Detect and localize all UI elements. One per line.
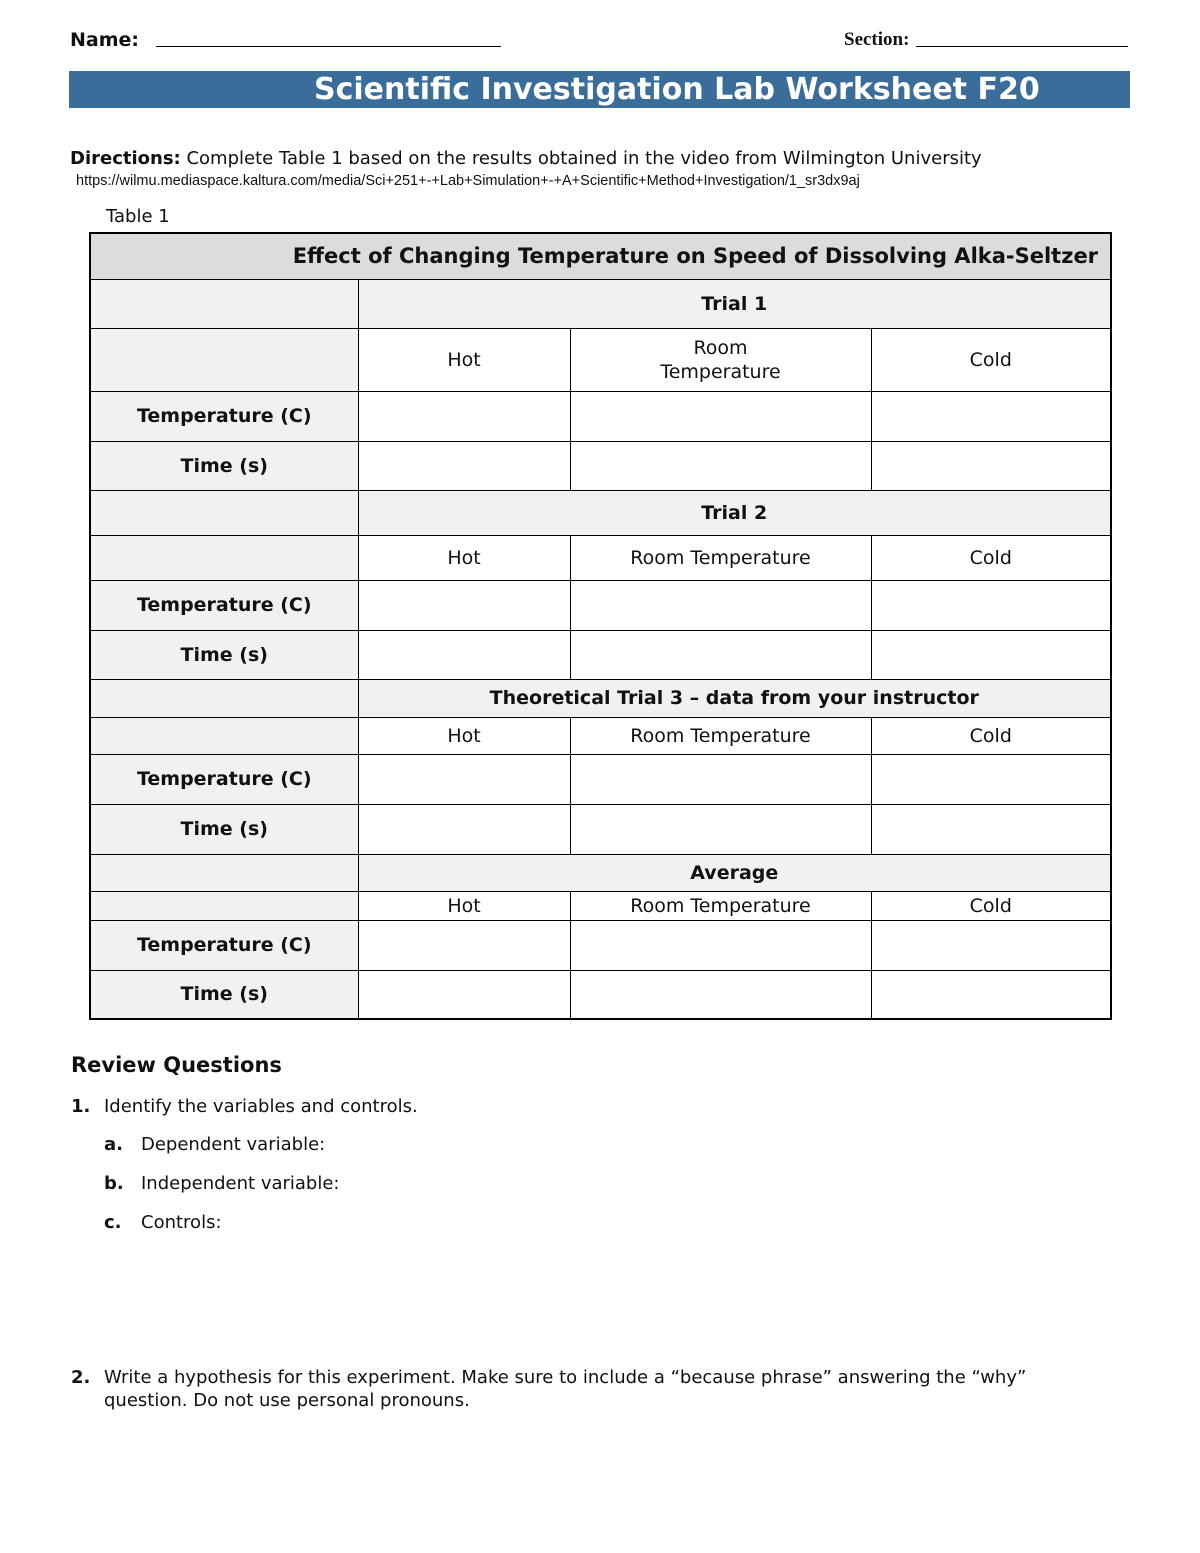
question-2-line1: Write a hypothesis for this experiment. Make sure to include a “because phrase” answering the “why” xyxy=(104,1367,1027,1388)
average-col-hot: Hot xyxy=(358,891,570,920)
trial1-col-cold: Cold xyxy=(871,328,1111,391)
blank-cell xyxy=(90,279,358,328)
trial3-col-cold: Cold xyxy=(871,717,1111,754)
average-col-cold: Cold xyxy=(871,891,1111,920)
section-label: Section: xyxy=(844,29,910,50)
table-title: Effect of Changing Temperature on Speed of Dissolving Alka-Seltzer xyxy=(90,233,1111,279)
trial1-col-room xyxy=(570,328,871,391)
trial3-time-cold-cell[interactable] xyxy=(871,804,1111,854)
trial2-col-cold: Cold xyxy=(871,535,1111,580)
trial2-temp-cold-cell[interactable] xyxy=(871,580,1111,630)
blank-cell xyxy=(90,679,358,717)
blank-cell xyxy=(90,328,358,391)
trial3-col-room: Room Temperature xyxy=(570,717,871,754)
average-row-temp: Temperature (C) xyxy=(90,920,358,970)
trial1-temp-cold-cell[interactable] xyxy=(871,391,1111,441)
trial2-title: Trial 2 xyxy=(358,490,1111,535)
trial3-row-time: Time (s) xyxy=(90,804,358,854)
trial1-col-room-line2: Temperature xyxy=(660,360,781,383)
question-2-continued: question. Do not use personal pronouns. xyxy=(104,1390,470,1411)
directions-label: Directions: xyxy=(70,148,181,169)
trial1-col-room-line1: Room xyxy=(693,336,748,359)
question-1b xyxy=(104,1173,340,1194)
blank-cell xyxy=(90,854,358,891)
trial1-title: Trial 1 xyxy=(358,279,1111,328)
average-time-hot-cell[interactable] xyxy=(358,970,570,1019)
video-url[interactable]: https://wilmu.mediaspace.kaltura.com/media/Sci+251+-+Lab+Simulation+-+A+Scientific+Method+Investigation/1_sr3dx9aj xyxy=(76,173,860,189)
trial3-temp-hot-cell[interactable] xyxy=(358,754,570,804)
review-heading: Review Questions xyxy=(71,1053,282,1077)
blank-cell xyxy=(90,891,358,920)
average-row-time: Time (s) xyxy=(90,970,358,1019)
directions-text: Complete Table 1 based on the results obtained in the video from Wilmington University xyxy=(186,148,982,169)
question-1 xyxy=(71,1096,418,1117)
average-temp-room-cell[interactable] xyxy=(570,920,871,970)
trial3-col-hot: Hot xyxy=(358,717,570,754)
trial1-temp-hot-cell[interactable] xyxy=(358,391,570,441)
name-line[interactable] xyxy=(156,46,501,47)
trial3-time-room-cell[interactable] xyxy=(570,804,871,854)
trial1-col-hot: Hot xyxy=(358,328,570,391)
question-1-number: 1. xyxy=(71,1096,91,1117)
table-caption: Table 1 xyxy=(106,206,170,227)
trial2-temp-hot-cell[interactable] xyxy=(358,580,570,630)
trial1-time-room-cell[interactable] xyxy=(570,441,871,490)
name-label: Name: xyxy=(70,29,140,51)
question-1a xyxy=(104,1134,325,1155)
question-2 xyxy=(71,1367,1026,1388)
question-1b-text: Independent variable: xyxy=(141,1173,340,1194)
trial3-temp-cold-cell[interactable] xyxy=(871,754,1111,804)
question-1-text: Identify the variables and controls. xyxy=(104,1096,418,1117)
title-banner xyxy=(69,71,1130,108)
trial1-row-temp: Temperature (C) xyxy=(90,391,358,441)
section-line[interactable] xyxy=(916,46,1128,47)
question-1c xyxy=(104,1212,222,1233)
trial3-title: Theoretical Trial 3 – data from your instructor xyxy=(358,679,1111,717)
trial3-temp-room-cell[interactable] xyxy=(570,754,871,804)
trial1-time-cold-cell[interactable] xyxy=(871,441,1111,490)
trial2-row-temp: Temperature (C) xyxy=(90,580,358,630)
worksheet-title: Scientific Investigation Lab Worksheet F20 xyxy=(314,72,1040,107)
question-1c-letter: c. xyxy=(104,1212,122,1233)
trial1-row-time: Time (s) xyxy=(90,441,358,490)
blank-cell xyxy=(90,490,358,535)
average-time-cold-cell[interactable] xyxy=(871,970,1111,1019)
question-1a-letter: a. xyxy=(104,1134,123,1155)
directions xyxy=(70,148,982,169)
trial1-temp-room-cell[interactable] xyxy=(570,391,871,441)
question-1a-text: Dependent variable: xyxy=(141,1134,326,1155)
trial3-time-hot-cell[interactable] xyxy=(358,804,570,854)
trial2-time-hot-cell[interactable] xyxy=(358,630,570,679)
question-2-number: 2. xyxy=(71,1367,91,1388)
average-title: Average xyxy=(358,854,1111,891)
trial3-row-temp: Temperature (C) xyxy=(90,754,358,804)
average-temp-hot-cell[interactable] xyxy=(358,920,570,970)
trial2-time-cold-cell[interactable] xyxy=(871,630,1111,679)
trial2-time-room-cell[interactable] xyxy=(570,630,871,679)
question-1c-text: Controls: xyxy=(141,1212,222,1233)
average-time-room-cell[interactable] xyxy=(570,970,871,1019)
question-1b-letter: b. xyxy=(104,1173,124,1194)
results-table xyxy=(89,232,1112,1020)
trial1-time-hot-cell[interactable] xyxy=(358,441,570,490)
trial2-col-room: Room Temperature xyxy=(570,535,871,580)
trial2-row-time: Time (s) xyxy=(90,630,358,679)
blank-cell xyxy=(90,535,358,580)
average-temp-cold-cell[interactable] xyxy=(871,920,1111,970)
average-col-room: Room Temperature xyxy=(570,891,871,920)
trial2-col-hot: Hot xyxy=(358,535,570,580)
blank-cell xyxy=(90,717,358,754)
trial2-temp-room-cell[interactable] xyxy=(570,580,871,630)
